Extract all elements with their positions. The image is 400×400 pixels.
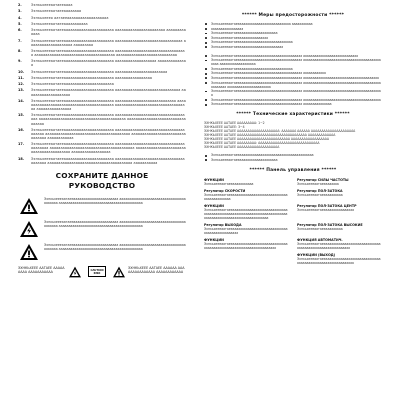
instruction-number: 16. bbox=[18, 127, 25, 132]
control-panel-item bbox=[297, 223, 382, 235]
instruction-text: Эхнкьхеееаатаееааааааааааааааааааааааа ааааааааааааааааааааааа ааааааааааааа bbox=[31, 28, 186, 37]
instruction-item bbox=[18, 88, 186, 96]
instruction-number: 5. bbox=[18, 21, 22, 26]
caution-footer-right-text: ЭХНКЬХЕЕЕ ААТАЕЕ АААААА ААААААААААААААА АААААААААААА bbox=[128, 265, 185, 274]
safety-instructions-list bbox=[18, 3, 186, 165]
instruction-number: 3. bbox=[18, 9, 22, 14]
precaution-item: Эхнкьхеееаатаееааааааааааааааааааааааааааааааааа аааааааааааа bbox=[204, 71, 382, 75]
lightning-triangle-icon bbox=[18, 220, 40, 238]
precaution-item: Эхнкьхеееаатаееааааааааааааааааааааааааааааааааа ааааааааааааааааааааааааааааааааааааааааааааааааа ааааааааааааааааааааааа bbox=[204, 81, 382, 89]
instruction-item bbox=[18, 70, 186, 74]
control-panel-item-desc: Эхнкьхеееаатаееааааааааааааааааааааааааааааааааааааааааааа bbox=[204, 192, 288, 201]
control-panel-grid bbox=[204, 178, 382, 265]
control-panel-item-desc: Эхнкьхеееаатаееааааааааа bbox=[297, 192, 343, 197]
precautions-list bbox=[204, 22, 382, 49]
spec-line: ЭХНКЬХЕЕЕ ААТАЕЕ: 3~4 bbox=[204, 125, 245, 130]
instruction-text: Эхнкьхеееаатаееааааааааааааааааааааааа аааааааааааааааааааааааааааааааааааааа ааааааааааааааааааааааааааааааааааааааа аааааааааааааааааааааааааааааааа аааааааааааа bbox=[31, 127, 186, 140]
control-panel-item-label: ФУНКЦИИ bbox=[204, 177, 224, 182]
instruction-text: Эхнкьхеееаатаееааааааааааааааааааааааа ааааааааааааааааааааааааааааааааааа аааааааааааааааааааааааааааааааааааааааа ааааааааааааааааааааааааааааааааа bbox=[31, 113, 186, 126]
control-panel-item bbox=[297, 178, 382, 186]
spec-line: ЭХНКЬХЕЕЕ ААТАЕЕ ААААААААА: ААААААААААААААААААААААААААААА bbox=[204, 141, 320, 146]
precaution-item: Эхнкьхеееаатаееааааааааааааааааааааааааааааааааа ааааааааааааааааааааааааааааа bbox=[204, 54, 382, 58]
control-panel-item bbox=[204, 204, 289, 220]
control-panel-item-desc: Эхнкьхеееаатаееааааааааааааааа bbox=[297, 207, 354, 212]
control-panel-item-desc: Эхнкьхеееаатаееааааааааааааааааааааааааааааааааааааааааааааааааааааааааааааааааааа bbox=[204, 241, 288, 250]
instruction-text: Эхнкьхеееаатаееааааааааааааааааааааааа ааааааааааааааааа bbox=[31, 75, 153, 80]
specs-title: ****** Технические характеристики ****** bbox=[236, 112, 350, 118]
instruction-number: 15. bbox=[18, 113, 25, 118]
control-panel-item-label: ФУНКЦИИ (ВЫХОД) bbox=[297, 252, 336, 257]
precautions-list-secondary bbox=[204, 54, 382, 107]
control-panel-item-label: Регулятор ПОЛ-ЗАТОКА ЦЕНТР bbox=[297, 203, 357, 208]
control-panel-item bbox=[204, 189, 289, 201]
instruction-number: 8. bbox=[18, 48, 22, 53]
precaution-item: Эхнкьхеееаатаееаааааааааааааааааааа bbox=[204, 31, 382, 35]
caution-footer-left-text: ЭХНКЬХЕЕЕ ААТАЕЕ ААААААААА ААААААААААА bbox=[18, 265, 65, 274]
spec-line: ЭХНКЬХЕЕЕ ААТАЕЕ ААААААААААААААААААААААААААААААААА ААААААААААААА bbox=[204, 133, 336, 138]
instruction-item bbox=[18, 16, 186, 20]
instruction-item bbox=[18, 39, 186, 47]
instruction-item bbox=[18, 22, 186, 26]
precaution-item: Эхнкьхеееаатаееааааааааааааааааааааааааааааааааа ааааааааааааааа bbox=[204, 102, 382, 106]
control-panel-item-desc: Эхнкьхеееаатаееааааааааааааааааааааааааааааааааааааааааааааааааааааааааааа bbox=[297, 256, 381, 265]
control-panel-item-label: Регулятор СИЛЫ ЧАСТОТЫ bbox=[297, 177, 349, 182]
precaution-item: Эхнкьхеееаатаееаааааааааааааааааааааааааааа bbox=[204, 40, 382, 44]
spec-line: ЭХНКЬХЕЕЕ ААТАЕЕ ААААААААААААААААААААААААА АААААААААААААААААА bbox=[204, 137, 330, 142]
control-panel-item bbox=[297, 253, 382, 265]
instruction-number: 14. bbox=[18, 98, 25, 103]
instruction-item bbox=[18, 157, 186, 165]
control-panel-item-label: Регулятор ПОЛ-ЗАТОКА bbox=[297, 188, 343, 193]
info-column bbox=[204, 3, 382, 396]
control-panel-item bbox=[297, 189, 382, 201]
precaution-item: Эхнкьхеееаатаееааааааааааааааааааааааааааа ааааааааааа bbox=[204, 22, 382, 26]
warning-triangle-icon bbox=[18, 197, 40, 215]
control-panel-item bbox=[204, 238, 289, 250]
precaution-item: Эхнкьхеееаатаееаааааааааааааааааааааааааааа bbox=[204, 67, 382, 71]
control-panel-item-desc: Эхнкьхеееаатаееааааааааааа bbox=[204, 181, 254, 186]
warning-text: Эхнкьхеееаатаееааааааааааааааааааааааа ааааааааааааааааааааааааааааааааааааааааа ааааааааааааааааааааааааааааааааааааааааааа bbox=[44, 196, 186, 205]
caution-symbols bbox=[66, 266, 128, 278]
instruction-number: 17. bbox=[18, 142, 25, 147]
precaution-item: Эхнкьхеееаатаееааааааааааааааааааааааааааааааааа аааааааааааааааааааааааааааааааааааааааа bbox=[204, 76, 382, 80]
instruction-text: Эхнкьхеееаатаееааааааааааааааааааааааа ааааааааааааааааааааааааааааааааааааааа ааааааааааааааааааааааааааааааааааааааа ааааааааааа bbox=[31, 156, 185, 165]
safety-instructions-column bbox=[18, 3, 186, 396]
instruction-item bbox=[18, 9, 186, 13]
instruction-item bbox=[18, 99, 186, 111]
instruction-item bbox=[18, 28, 186, 36]
spec-note: Эхнкьхеееаатаееаааааааааааааааааааа bbox=[204, 158, 382, 162]
lightning-triangle-icon bbox=[68, 266, 82, 278]
instruction-text: Эхнкьхеееаатаееаааа bbox=[31, 3, 73, 7]
instruction-text: Эхнкьхеееаатаееааааааааааа bbox=[31, 21, 88, 26]
spec-line: ЭХНКЬХЕЕЕ ААТАЕЕ ААААААААА: 1~2 bbox=[204, 121, 265, 126]
precaution-item: Эхнкьхеееаатаееааааааааааааааааааааааааааааааааа ааааааааааааааааааааааааааааааааааааааааааааа ааааааааааааааааааа bbox=[204, 58, 382, 66]
precautions-title: ****** Меры предосторожности ****** bbox=[241, 13, 345, 18]
instruction-text: Эхнкьхеееаатаееааааааааааааааааааааааа ааааааааааааааааааааааааааааааа аааааааааааааааааааа ааааааааа bbox=[31, 38, 186, 47]
precaution-item: Эхнкьхеееаатаееааааааааааааааааааааааа bbox=[204, 45, 382, 49]
control-panel-item-label: ФУНКЦИИ bbox=[204, 237, 224, 242]
specs-list bbox=[204, 121, 382, 149]
control-panel-item bbox=[204, 178, 289, 186]
warning-row bbox=[18, 220, 186, 238]
instruction-number: 7. bbox=[18, 38, 22, 43]
spec-line: ЭХНКЬХЕЕЕ ААТАЕЕ АААААААААААААААААААА bbox=[204, 145, 280, 150]
save-manual-heading-line1: СОХРАНИТЕ ДАННОЕ bbox=[55, 170, 149, 180]
caution-label-box bbox=[88, 266, 106, 277]
instruction-item bbox=[18, 113, 186, 125]
instruction-number: 9. bbox=[18, 59, 22, 64]
instruction-text: Эхнкьхеееаатаееааааааааааааааааааааааа аааааааааааааааааааааааааааааа аааааааааааааааааааа bbox=[31, 88, 186, 97]
precaution-item: Эхнкьхеееаатаееааааааааааааааааааааааааааааааааа аааааааааааааааааааааааааааааааааааааааааа bbox=[204, 89, 382, 97]
instruction-text: Эхнкьхеееаатаееааааааааааааааааааааааа ааааааааааааааааааааааааааааааааа ааааааааааааааааааааааааааааааааааааа аааааааааааааааааааааааааааа bbox=[31, 48, 185, 57]
instruction-text: Эхнкьхеееаатаееааааааааааааааааааааааа аааааааааааааааааааааааааааааааааааааааа ааааааааааааааааааааааааааааааааааааааа ааааааааааааааааааааааааааааааааааааааааа аааааааааааааааааа bbox=[31, 142, 186, 155]
control-panel-item-desc: Эхнкьхеееаатаееааааааааааааааааааааааааааааааааааааааааааааааа bbox=[204, 226, 288, 235]
instruction-number: 13. bbox=[18, 88, 25, 93]
instruction-text: Эхнкьхеееаатаееааааааааааааааааааааааа аааааааааааааааааааааааааааа аааааааааааааааааааааааааааааааааааааааааа аааааааааааааааааааааааааааааааааа аааааааааааааааа bbox=[31, 98, 186, 112]
caution-footer bbox=[18, 266, 186, 278]
control-panel-item bbox=[204, 253, 289, 265]
instruction-item bbox=[18, 128, 186, 140]
control-panel-item bbox=[297, 238, 382, 250]
instruction-item bbox=[18, 49, 186, 57]
instruction-number: 12. bbox=[18, 82, 25, 87]
instruction-number: 18. bbox=[18, 156, 25, 161]
instruction-number: 6. bbox=[18, 28, 22, 33]
instruction-item bbox=[18, 82, 186, 86]
control-panel-item-desc: Эхнкьхеееаатаееааааааааааааааааааааааааааааааааааааааааааааааааааааааааа bbox=[297, 241, 381, 250]
instruction-item bbox=[18, 3, 186, 7]
instruction-number: 2. bbox=[18, 3, 22, 7]
control-panel-item-label: Регулятор ВЫХОДА bbox=[204, 222, 242, 227]
instruction-text: Эхнкьхееео аатаееааааааааааааааааааа bbox=[31, 15, 109, 20]
control-panel-item bbox=[204, 223, 289, 235]
control-panel-item-desc: Эхнкьхеееаатаееааааааааааааааааааааааааааааааааааааааааааааааааааааааааааааааааааааааааааааааааааааааааааааааааааааааааааа bbox=[204, 207, 288, 220]
warning-row bbox=[18, 243, 186, 261]
instruction-number: 4. bbox=[18, 15, 22, 20]
control-panel-title: ****** Панель управления ****** bbox=[249, 167, 337, 173]
control-panel-item bbox=[297, 204, 382, 220]
caution-label-line2: RISK bbox=[93, 271, 101, 275]
specs-notes bbox=[204, 153, 382, 162]
exclamation-triangle-icon bbox=[18, 243, 40, 261]
exclamation-triangle-icon bbox=[112, 266, 126, 278]
control-panel-item-desc: Эхнкьхеееаатаееааааааа bbox=[297, 181, 339, 186]
instruction-number: 11. bbox=[18, 75, 25, 80]
save-manual-heading bbox=[18, 171, 186, 191]
save-manual-heading-line2: РУКОВОДСТВО bbox=[68, 180, 136, 190]
precaution-item: Эхнкьхеееаатаееааааааааааааааа bbox=[204, 36, 382, 40]
control-panel-item-desc: Эхнкьхеееаатаееааааааааа bbox=[297, 226, 343, 231]
control-panel-item-label: Регулятор ПОЛ-ЗАТОКА ВЫСОКИЕ bbox=[297, 222, 363, 227]
instruction-text: Эхнкьхеееаатаееааааааааааааааааааааааа аааааааааааааааааааааааа bbox=[31, 69, 168, 74]
control-panel-item-label: ФУНКЦИЯ АВТОМАТИЧ. bbox=[297, 237, 343, 242]
caution-label-line1: CAUTION bbox=[90, 268, 104, 272]
instruction-text: Эхнкьхеееаатаееаааааааа bbox=[31, 9, 82, 14]
instruction-item bbox=[18, 76, 186, 80]
warning-text: Эхнкьхеееаатаееааааааааааааааааааааааа ааааааааааааааааааааааааааааааааааааааааа ааааааааааааааааааааааааааааааааааааааааааа bbox=[44, 219, 186, 228]
instruction-item bbox=[18, 142, 186, 154]
warning-row bbox=[18, 197, 186, 215]
precaution-item: Эхнкьхеееаатаееааааааааааааааааааааааааааааааааа ааааааааааааааааааааааааааааааааааааааааа bbox=[204, 98, 382, 102]
warning-text: Эхнкьхеееаатаееааааааааааааааааааааааа ааааааааааааааааааааааааааааааааааааааааа ааааааааааааааааааааааааааааааааааааааааааа bbox=[44, 242, 186, 251]
instruction-text: Эхнкьхеееаатаееааааааааааааааааааааааа ааааааааааааааааааа аааааааааааааа bbox=[31, 59, 186, 68]
precaution-item: ааааааааааааааааа bbox=[204, 27, 382, 31]
instruction-item bbox=[18, 59, 186, 67]
control-panel-item-label: ФУНКЦИИ bbox=[204, 203, 224, 208]
instruction-number: 10. bbox=[18, 69, 25, 74]
control-panel-item-label: Регулятор СКОРОСТИ bbox=[204, 188, 246, 193]
instruction-text: Эхнкьхеееаатаееааааааааааааааааааааааа bbox=[31, 82, 114, 87]
spec-line: ЭХНКЬХЕЕЕ ААТАЕЕ АААААААААААААААААААА: ААААААА АААААА ААААААААААААААААААААА bbox=[204, 129, 356, 134]
spec-note: Эхнкьхеееаатаееааааааааааааааааааааааааааааааааааааааа bbox=[204, 153, 382, 157]
